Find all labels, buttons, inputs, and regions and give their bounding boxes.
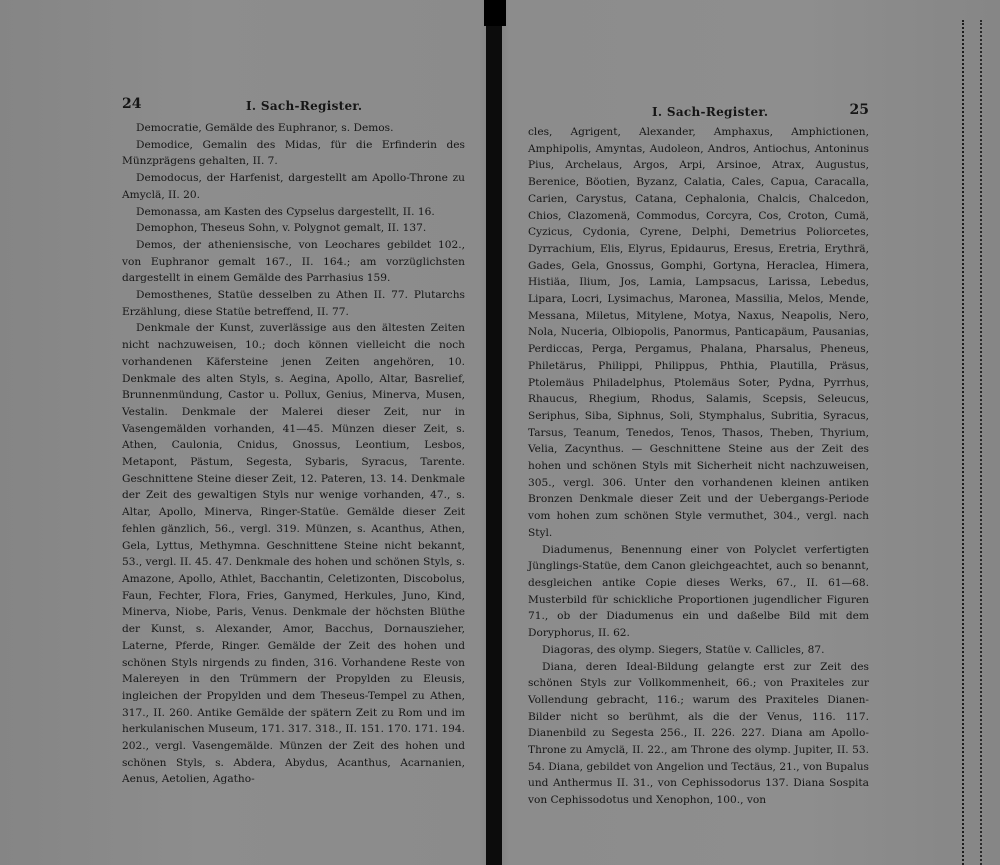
index-entry: Demonassa, am Kasten des Cypselus dargestellt, II. 16. [136, 205, 435, 218]
index-entry: Diadumenus, Benennung einer von Polyclet verfertigten Jünglings-Statüe, dem Canon gleichgeachtet, auch so benannt, desgleichen antike Copie dieses Werks, 67., II. 61—68. Musterbild für schickliche Proportionen jugendlicher Figuren 71., ob der Diadumenus ein und daßelbe Bild mit dem Doryphorus, II. 62. [528, 543, 869, 640]
left-page-text [122, 120, 465, 788]
right-page-text [528, 124, 869, 809]
book-gutter-top [484, 0, 506, 26]
index-entry: Demodocus, der Harfenist, dargestellt am Apollo-Throne zu Amyclä, II. 20. [122, 172, 465, 201]
index-entry: Demosthenes, Statüe desselben zu Athen II. 77. Plutarchs Erzählung, diese Statüe betreffend, II. 77. [122, 289, 465, 318]
book-gutter [486, 0, 502, 865]
right-running-head: I. Sach-Register. [652, 105, 769, 119]
right-page [528, 102, 869, 809]
right-page-number: 25 [849, 102, 869, 118]
index-entry: Diana, deren Ideal-Bildung gelangte erst zur Zeit des schönen Styls zur Vollkommenheit, 66.; von Praxiteles zur Vollendung gebracht, 116.; warum des Praxiteles Dianen-Bilder nicht so berühmt, als die der Venus, 116. 117. Dianenbild zu Segesta 256., II. 226. 227. Diana am Apollo-Throne zu Amyclä, II. 22., am Throne des olymp. Jupiter, II. 53. 54. Diana, gebildet von Angelion und Tectäus, 21., von Bupalus und Anthermus II. 31., von Cephissodorus 137. Diana Sospita von Cephissodotus und Xenophon, 100., von [528, 660, 869, 807]
left-page-number: 24 [122, 96, 142, 112]
index-entry: Diagoras, des olymp. Siegers, Statüe v. Callicles, 87. [542, 643, 825, 656]
index-entry: Demos, der atheniensische, von Leochares gebildet 102., von Euphranor gemalt 167., II. 164.; am vorzüglichsten dargestellt in einem Gemälde des Parrhasius 159. [122, 238, 465, 285]
index-entry-continued: cles, Agrigent, Alexander, Amphaxus, Amphictionen, Amphipolis, Amyntas, Audoleon, Andros, Antiochus, Antoninus Pius, Archelaus, Argos, Arpi, Arsinoe, Atrax, Augustus, Berenice, Böotien, Byzanz, Calatia, Cales, Capua, Caracalla, Carien, Carystus, Catana, Cephalonia, Chalcis, Chalcedon, Chios, Clazomenä, Commodus, Corcyra, Cos, Croton, Cumä, Cyzicus, Cydonia, Cyrene, Delphi, Demetrius Poliorcetes, Dyrrachium, Elis, Elyrus, Epidaurus, Eresus, Eretria, Erythrä, Gades, Gela, Gnossus, Gomphi, Gortyna, Heraclea, Himera, Histiäa, Ilium, Jos, Lamia, Lampsacus, Larissa, Lebedus, Lipara, Locri, Lysimachus, Maronea, Massilia, Melos, Mende, Messana, Miletus, Mitylene, Motya, Naxus, Neapolis, Nero, Nola, Nuceria, Olbiopolis, Panormus, Panticapäum, Pausanias, Perdiccas, Perga, Pergamus, Phalana, Pharsalus, Pheneus, Philetärus, Philippi, Philippus, Phthia, Plautilla, Präsus, Ptolemäus Philadelphus, Ptolemäus Soter, Pydna, Pyrrhus, Rhaucus, Rhegium, Rhodus, Salamis, Scepsis, Seleucus, Seriphus, Siba, Siphnus, Soli, Stymphalus, Subritia, Syracus, Tarsus, Teanum, Tenedos, Tenos, Thasos, Theben, Thyrium, Velia, Zacynthus. — Geschnittene Steine aus der Zeit des hohen und schönen Styls mit Sicherheit nicht nachzuweisen, 305., vergl. 306. Unter den vorhandenen kleinen antiken Bronzen Denkmale dieser Zeit und der Uebergangs-Periode vom hohen zum schönen Style vermuthet, 304., vergl. nach Styl. [528, 126, 869, 539]
right-page-header [528, 102, 869, 124]
left-page [122, 96, 465, 788]
index-entry: Demophon, Theseus Sohn, v. Polygnot gemalt, II. 137. [136, 222, 427, 235]
page-edges [962, 20, 982, 865]
index-entry: Denkmale der Kunst, zuverlässige aus den ältesten Zeiten nicht nachzuweisen, 10.; doch können vielleicht die noch vorhandenen Käfersteine jenen Zeiten angehören, 10. Denkmale des alten Styls, s. Aegina, Apollo, Altar, Basrelief, Brunnenmündung, Castor u. Pollux, Genius, Minerva, Musen, Vestalin. Denkmale der Malerei dieser Zeit, nur in Vasengemälden vorhanden, 41—45. Münzen dieser Zeit, s. Athen, Caulonia, Cnidus, Gnossus, Leontium, Lesbos, Metapont, Pästum, Segesta, Sybaris, Syracus, Tarente. Geschnittene Steine dieser Zeit, 12. Pateren, 13. 14. Denkmale der Zeit des gewaltigen Styls nur wenige vorhanden, 47., s. Altar, Apollo, Minerva, Ringer-Statüe. Gemälde dieser Zeit fehlen gänzlich, 56., vergl. 319. Münzen, s. Acanthus, Athen, Gela, Lyttus, Methymna. Geschnittene Steine nicht bekannt, 53., vergl. II. 45. 47. Denkmale des hohen und schönen Styls, s. Amazone, Apollo, Athlet, Bacchantin, Celetizonten, Discobolus, Faun, Fechter, Flora, Fries, Ganymed, Herkules, Juno, Kind, Minerva, Niobe, Paris, Venus. Denkmale der höchsten Blüthe der Kunst, s. Alexander, Amor, Bacchus, Dornauszieher, Laterne, Pferde, Ringer. Gemälde der Zeit des hohen und schönen Styls nirgends zu finden, 316. Vorhandene Reste von Malereyen in den Trümmern der Propylden zu Eleusis, ingleichen der Propylden und dem Theseus-Tempel zu Athen, 317., II. 260. Antike Gemälde der spätern Zeit zu Rom und im herkulanischen Museum, 171. 317. 318., II. 151. 170. 171. 194. 202., vergl. Vasengemälde. Münzen der Zeit des hohen und schönen Styls, s. Abdera, Abydus, Acanthus, Acarnanien, Aenus, Aetolien, Agatho- [122, 322, 465, 786]
index-entry: Demodice, Gemalin des Midas, für die Erfinderin des Münzprägens gehalten, II. 7. [122, 138, 465, 168]
index-entry: Democratie, Gemälde des Euphranor, s. Demos. [136, 122, 394, 134]
left-page-header [122, 96, 465, 118]
left-running-head: I. Sach-Register. [246, 99, 363, 113]
